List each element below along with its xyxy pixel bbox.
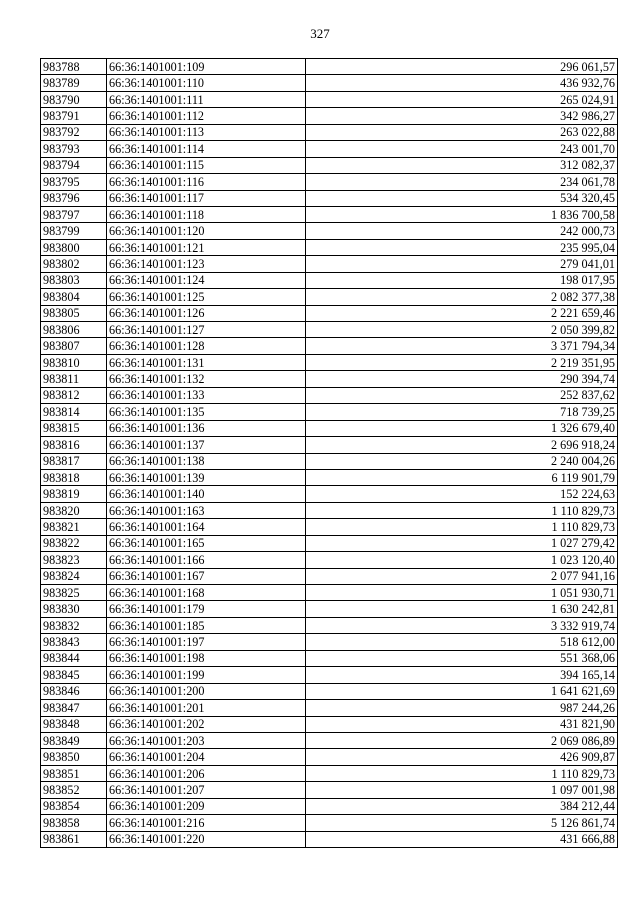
cadastral-number-cell: 66:36:1401001:135 [107, 404, 306, 420]
record-id-cell: 983794 [41, 157, 107, 173]
record-id-cell: 983852 [41, 782, 107, 798]
table-row [41, 387, 618, 403]
cadastral-number-cell: 66:36:1401001:179 [107, 601, 306, 617]
table-row [41, 749, 618, 765]
cadastral-value-cell: 2 240 004,26 [306, 453, 618, 469]
cadastral-value-cell: 1 110 829,73 [306, 519, 618, 535]
table-row [41, 305, 618, 321]
cadastral-number-cell: 66:36:1401001:199 [107, 667, 306, 683]
cadastral-value-cell: 312 082,37 [306, 157, 618, 173]
cadastral-value-cell: 252 837,62 [306, 387, 618, 403]
record-id-cell: 983851 [41, 765, 107, 781]
table-row [41, 650, 618, 666]
cadastral-number-cell: 66:36:1401001:197 [107, 634, 306, 650]
cadastral-value-cell: 263 022,88 [306, 124, 618, 140]
table-row [41, 420, 618, 436]
record-id-cell: 983800 [41, 239, 107, 255]
cadastral-value-cell: 436 932,76 [306, 75, 618, 91]
table-row [41, 486, 618, 502]
table-row [41, 371, 618, 387]
record-id-cell: 983845 [41, 667, 107, 683]
cadastral-number-cell: 66:36:1401001:216 [107, 815, 306, 831]
cadastral-number-cell: 66:36:1401001:132 [107, 371, 306, 387]
cadastral-value-cell: 551 368,06 [306, 650, 618, 666]
table-row [41, 354, 618, 370]
cadastral-value-cell: 3 371 794,34 [306, 338, 618, 354]
cadastral-number-cell: 66:36:1401001:139 [107, 469, 306, 485]
cadastral-number-cell: 66:36:1401001:115 [107, 157, 306, 173]
cadastral-number-cell: 66:36:1401001:168 [107, 585, 306, 601]
record-id-cell: 983795 [41, 174, 107, 190]
record-id-cell: 983854 [41, 798, 107, 814]
record-id-cell: 983788 [41, 59, 107, 75]
cadastral-value-cell: 1 110 829,73 [306, 502, 618, 518]
table-row [41, 700, 618, 716]
table-row [41, 667, 618, 683]
table-row [41, 239, 618, 255]
cadastral-value-cell: 2 050 399,82 [306, 322, 618, 338]
record-id-cell: 983817 [41, 453, 107, 469]
table-row [41, 519, 618, 535]
table-row [41, 206, 618, 222]
cadastral-number-cell: 66:36:1401001:201 [107, 700, 306, 716]
cadastral-value-cell: 2 221 659,46 [306, 305, 618, 321]
record-id-cell: 983822 [41, 535, 107, 551]
record-id-cell: 983818 [41, 469, 107, 485]
cadastral-value-cell: 987 244,26 [306, 700, 618, 716]
cadastral-number-cell: 66:36:1401001:133 [107, 387, 306, 403]
table-row [41, 338, 618, 354]
record-id-cell: 983832 [41, 617, 107, 633]
table-row [41, 141, 618, 157]
cadastral-number-cell: 66:36:1401001:114 [107, 141, 306, 157]
table-row [41, 108, 618, 124]
cadastral-value-cell: 534 320,45 [306, 190, 618, 206]
cadastral-number-cell: 66:36:1401001:206 [107, 765, 306, 781]
cadastral-number-cell: 66:36:1401001:127 [107, 322, 306, 338]
table-row [41, 75, 618, 91]
record-id-cell: 983811 [41, 371, 107, 387]
table-row [41, 59, 618, 75]
cadastral-number-cell: 66:36:1401001:116 [107, 174, 306, 190]
cadastral-number-cell: 66:36:1401001:125 [107, 289, 306, 305]
record-id-cell: 983846 [41, 683, 107, 699]
cadastral-number-cell: 66:36:1401001:185 [107, 617, 306, 633]
cadastral-value-cell: 1 027 279,42 [306, 535, 618, 551]
cadastral-number-cell: 66:36:1401001:126 [107, 305, 306, 321]
cadastral-number-cell: 66:36:1401001:140 [107, 486, 306, 502]
record-id-cell: 983821 [41, 519, 107, 535]
record-id-cell: 983812 [41, 387, 107, 403]
table-row [41, 683, 618, 699]
table-row [41, 552, 618, 568]
cadastral-number-cell: 66:36:1401001:198 [107, 650, 306, 666]
cadastral-number-cell: 66:36:1401001:117 [107, 190, 306, 206]
cadastral-number-cell: 66:36:1401001:220 [107, 831, 306, 847]
record-id-cell: 983858 [41, 815, 107, 831]
page-number: 327 [310, 26, 330, 41]
cadastral-number-cell: 66:36:1401001:138 [107, 453, 306, 469]
table-row [41, 831, 618, 847]
table-row [41, 568, 618, 584]
cadastral-value-cell: 2 696 918,24 [306, 437, 618, 453]
cadastral-value-cell: 1 630 242,81 [306, 601, 618, 617]
cadastral-value-cell: 431 666,88 [306, 831, 618, 847]
cadastral-value-cell: 198 017,95 [306, 272, 618, 288]
cadastral-value-cell: 718 739,25 [306, 404, 618, 420]
table-row [41, 404, 618, 420]
table-row [41, 190, 618, 206]
record-id-cell: 983830 [41, 601, 107, 617]
table-row [41, 732, 618, 748]
record-id-cell: 983804 [41, 289, 107, 305]
cadastral-number-cell: 66:36:1401001:113 [107, 124, 306, 140]
record-id-cell: 983816 [41, 437, 107, 453]
cadastral-value-cell: 2 082 377,38 [306, 289, 618, 305]
cadastral-number-cell: 66:36:1401001:163 [107, 502, 306, 518]
table-row [41, 157, 618, 173]
cadastral-value-cell: 1 326 679,40 [306, 420, 618, 436]
cadastral-value-cell: 3 332 919,74 [306, 617, 618, 633]
record-id-cell: 983815 [41, 420, 107, 436]
record-id-cell: 983797 [41, 206, 107, 222]
table-row [41, 617, 618, 633]
record-id-cell: 983805 [41, 305, 107, 321]
cadastral-number-cell: 66:36:1401001:203 [107, 732, 306, 748]
cadastral-number-cell: 66:36:1401001:124 [107, 272, 306, 288]
record-id-cell: 983847 [41, 700, 107, 716]
cadastral-value-cell: 2 069 086,89 [306, 732, 618, 748]
cadastral-number-cell: 66:36:1401001:165 [107, 535, 306, 551]
cadastral-number-cell: 66:36:1401001:131 [107, 354, 306, 370]
cadastral-number-cell: 66:36:1401001:123 [107, 256, 306, 272]
record-id-cell: 983850 [41, 749, 107, 765]
cadastral-value-cell: 1 051 930,71 [306, 585, 618, 601]
cadastral-value-cell: 1 641 621,69 [306, 683, 618, 699]
record-id-cell: 983791 [41, 108, 107, 124]
table-row [41, 322, 618, 338]
cadastral-value-cell: 1 110 829,73 [306, 765, 618, 781]
record-id-cell: 983796 [41, 190, 107, 206]
record-id-cell: 983825 [41, 585, 107, 601]
cadastral-value-cell: 1 836 700,58 [306, 206, 618, 222]
cadastral-value-cell: 243 001,70 [306, 141, 618, 157]
cadastral-number-cell: 66:36:1401001:209 [107, 798, 306, 814]
record-id-cell: 983820 [41, 502, 107, 518]
cadastral-value-cell: 5 126 861,74 [306, 815, 618, 831]
cadastral-value-cell: 2 077 941,16 [306, 568, 618, 584]
table-row [41, 223, 618, 239]
cadastral-value-cell: 384 212,44 [306, 798, 618, 814]
record-id-cell: 983819 [41, 486, 107, 502]
cadastral-number-cell: 66:36:1401001:110 [107, 75, 306, 91]
cadastral-number-cell: 66:36:1401001:167 [107, 568, 306, 584]
table-row [41, 502, 618, 518]
table-row [41, 535, 618, 551]
record-id-cell: 983806 [41, 322, 107, 338]
cadastral-value-cell: 279 041,01 [306, 256, 618, 272]
cadastral-value-cell: 6 119 901,79 [306, 469, 618, 485]
record-id-cell: 983807 [41, 338, 107, 354]
record-id-cell: 983792 [41, 124, 107, 140]
cadastral-value-cell: 1 023 120,40 [306, 552, 618, 568]
cadastral-number-cell: 66:36:1401001:166 [107, 552, 306, 568]
table-row [41, 289, 618, 305]
cadastral-number-cell: 66:36:1401001:164 [107, 519, 306, 535]
cadastral-number-cell: 66:36:1401001:128 [107, 338, 306, 354]
record-id-cell: 983802 [41, 256, 107, 272]
cadastral-number-cell: 66:36:1401001:207 [107, 782, 306, 798]
record-id-cell: 983810 [41, 354, 107, 370]
cadastral-value-cell: 235 995,04 [306, 239, 618, 255]
cadastral-value-cell: 234 061,78 [306, 174, 618, 190]
cadastral-number-cell: 66:36:1401001:136 [107, 420, 306, 436]
cadastral-value-cell: 1 097 001,98 [306, 782, 618, 798]
table-row [41, 716, 618, 732]
table-row [41, 585, 618, 601]
record-id-cell: 983824 [41, 568, 107, 584]
table-row [41, 798, 618, 814]
record-id-cell: 983849 [41, 732, 107, 748]
cadastral-number-cell: 66:36:1401001:118 [107, 206, 306, 222]
table-row [41, 437, 618, 453]
table-row [41, 272, 618, 288]
cadastral-value-table [40, 58, 618, 848]
table-row [41, 765, 618, 781]
cadastral-value-cell: 426 909,87 [306, 749, 618, 765]
table-row [41, 815, 618, 831]
table-row [41, 453, 618, 469]
table-row [41, 782, 618, 798]
record-id-cell: 983844 [41, 650, 107, 666]
table-row [41, 601, 618, 617]
table-row [41, 469, 618, 485]
cadastral-number-cell: 66:36:1401001:204 [107, 749, 306, 765]
table-row [41, 91, 618, 107]
cadastral-number-cell: 66:36:1401001:120 [107, 223, 306, 239]
table-row [41, 124, 618, 140]
cadastral-value-cell: 2 219 351,95 [306, 354, 618, 370]
cadastral-number-cell: 66:36:1401001:109 [107, 59, 306, 75]
cadastral-value-cell: 296 061,57 [306, 59, 618, 75]
cadastral-number-cell: 66:36:1401001:112 [107, 108, 306, 124]
table-row [41, 174, 618, 190]
record-id-cell: 983790 [41, 91, 107, 107]
cadastral-value-cell: 518 612,00 [306, 634, 618, 650]
table-row [41, 256, 618, 272]
cadastral-value-cell: 265 024,91 [306, 91, 618, 107]
record-id-cell: 983843 [41, 634, 107, 650]
record-id-cell: 983803 [41, 272, 107, 288]
cadastral-number-cell: 66:36:1401001:137 [107, 437, 306, 453]
cadastral-value-cell: 290 394,74 [306, 371, 618, 387]
table-body [41, 59, 618, 848]
record-id-cell: 983861 [41, 831, 107, 847]
record-id-cell: 983823 [41, 552, 107, 568]
cadastral-number-cell: 66:36:1401001:111 [107, 91, 306, 107]
cadastral-number-cell: 66:36:1401001:121 [107, 239, 306, 255]
record-id-cell: 983789 [41, 75, 107, 91]
cadastral-value-cell: 431 821,90 [306, 716, 618, 732]
cadastral-number-cell: 66:36:1401001:200 [107, 683, 306, 699]
cadastral-value-cell: 152 224,63 [306, 486, 618, 502]
record-id-cell: 983793 [41, 141, 107, 157]
table-row [41, 634, 618, 650]
cadastral-number-cell: 66:36:1401001:202 [107, 716, 306, 732]
cadastral-value-cell: 342 986,27 [306, 108, 618, 124]
record-id-cell: 983848 [41, 716, 107, 732]
record-id-cell: 983799 [41, 223, 107, 239]
cadastral-value-cell: 394 165,14 [306, 667, 618, 683]
cadastral-value-cell: 242 000,73 [306, 223, 618, 239]
record-id-cell: 983814 [41, 404, 107, 420]
